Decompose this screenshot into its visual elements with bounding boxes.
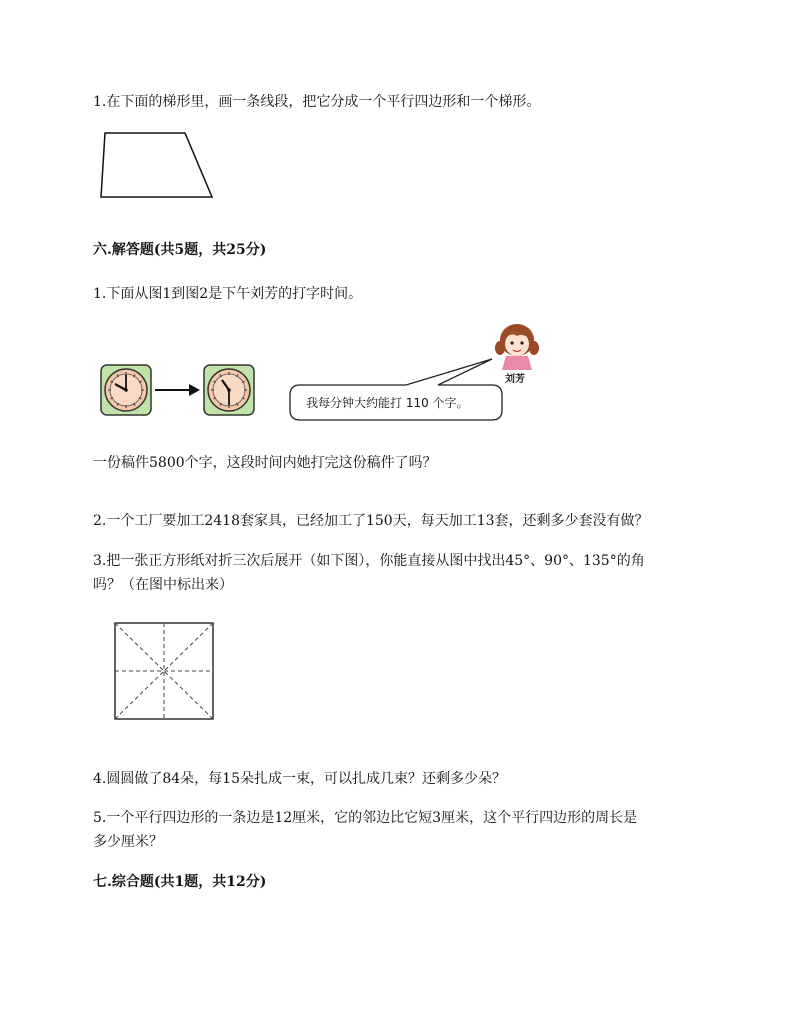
question-text: 吗？（在图中标出来） <box>93 577 233 593</box>
question-text: 3.把一张正方形纸对折三次后展开（如下图），你能直接从图中找出45°、90°、135°的角 <box>93 553 645 569</box>
clock-1-icon <box>100 364 152 416</box>
folded-square-figure <box>112 620 216 722</box>
section-heading: 六.解答题(共5题，共25分) <box>93 242 267 258</box>
question-text: 一份稿件5800个字，这段时间内她打完这份稿件了吗？ <box>93 455 437 471</box>
question-text: 4.圆圆做了84朵，每15朵扎成一束，可以扎成几束？还剩多少朵？ <box>93 771 506 787</box>
question-text: 5.一个平行四边形的一条边是12厘米，它的邻边比它短3厘米，这个平行四边形的周长是 <box>93 810 638 826</box>
arrow-right-icon <box>153 382 201 398</box>
girl-avatar <box>490 318 544 372</box>
speech-bubble <box>286 356 510 422</box>
question-text: 1.在下面的梯形里，画一条线段，把它分成一个平行四边形和一个梯形。 <box>93 94 541 110</box>
clock-2-icon <box>203 364 255 416</box>
speech-text: 我每分钟大约能打 110 个字。 <box>306 396 469 410</box>
question-text: 多少厘米？ <box>93 834 163 850</box>
question-text: 2.一个工厂要加工2418套家具，已经加工了150天，每天加工13套，还剩多少套没有做？ <box>93 513 649 529</box>
section-heading: 七.综合题(共1题，共12分) <box>93 874 267 890</box>
trapezoid-figure <box>96 128 218 204</box>
girl-name-label: 刘芳 <box>505 374 525 385</box>
question-text: 1.下面从图1到图2是下午刘芳的打字时间。 <box>93 286 363 302</box>
trapezoid-shape <box>101 133 212 197</box>
